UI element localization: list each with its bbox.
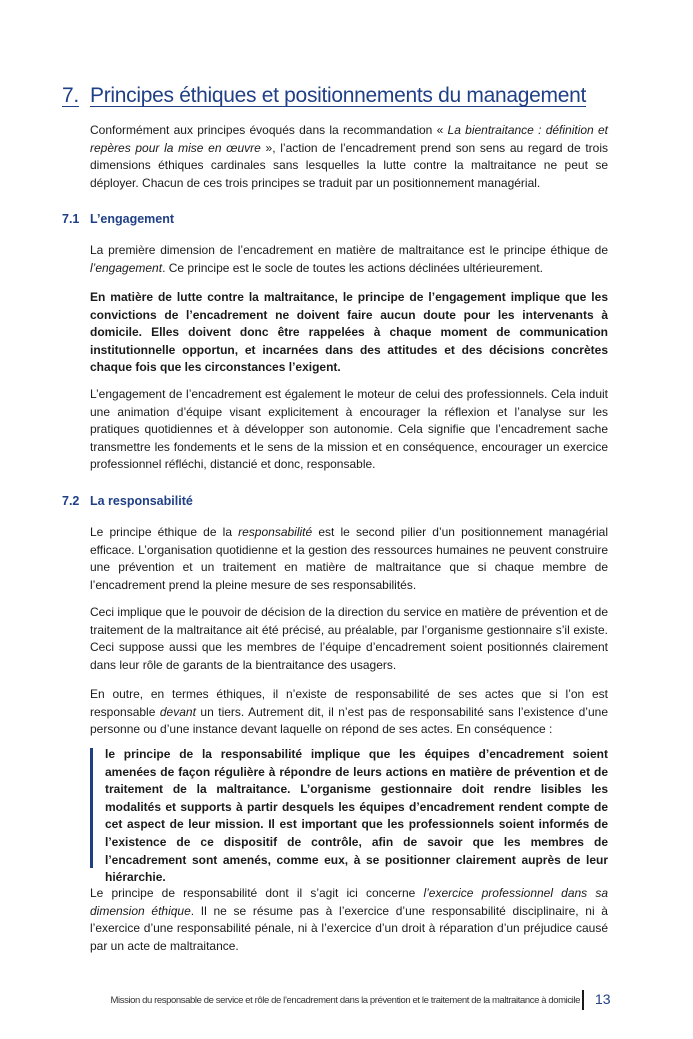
section-number: 7.2: [62, 494, 80, 508]
section-title: L’engagement: [90, 212, 175, 226]
intro-citation: La bientraitance : définition et repères pour la mise en œuvre: [90, 123, 608, 155]
text-span: Le principe éthique de la: [90, 525, 239, 539]
section-heading-7-1: [62, 212, 174, 226]
quote-text: le principe de la responsabilité implique que les équipes d’encadrement soient amenées de façon régulière à répondre de leurs actions en matière de prévention et de traitement de la maltraitance. L’organisme gestionnaire doit rendre lisibles les modalités et supports à partir desquels les équipes d’encadrement rendent compte de cet aspect de leur mission. Il est important que les professionnels soient informés de l’existence de ce dispositif de contrôle, afin de savoir que les membres de l’encadrement sont amenés, comme eux, à se positionner clairement auprès de leur hiérarchie.: [105, 747, 608, 885]
text-span: Le principe de responsabilité dont il s’agit ici concerne: [90, 886, 424, 900]
section-heading-7-2: [62, 494, 193, 508]
chapter-number: 7.: [62, 84, 79, 107]
responsabilite-paragraph-4: [90, 885, 608, 955]
engagement-paragraph-1: [90, 242, 608, 277]
italic-term: responsabilité: [238, 525, 313, 539]
chapter-title: Principes éthiques et positionnements du management: [90, 84, 587, 107]
chapter-heading: [62, 84, 662, 108]
section-title: La responsabilité: [90, 494, 193, 508]
text-span: un tiers. Autrement dit, il n’est pas de responsabilité sans l’existence d’une personne ou d’une instance devant laquelle on répond de ses actes. En conséquence :: [90, 704, 608, 737]
italic-term: devant: [159, 704, 196, 719]
text-span: La première dimension de l’encadrement en matière de maltraitance est le principe éthique de: [90, 243, 608, 257]
footer-divider: [582, 990, 584, 1010]
text-span: . Il ne se résume pas à l’exercice d’une responsabilité disciplinaire, ni à l’exercice d’une responsabilité pénale, ni à l’exercice d’un droit à réparation d’un préjudice causé par un acte de maltraitance.: [90, 903, 608, 953]
quote-bar: [90, 748, 93, 868]
engagement-key-statement: En matière de lutte contre la maltraitance, le principe de l’engagement implique que les convictions de l’encadrement ne doivent faire aucun doute pour les intervenants à domicile. Elles doivent donc être rappelées à chaque moment de communication institutionnelle opportun, et incarnées dans des attitudes et des décisions concrètes chaque fois que les circonstances l’exigent.: [90, 290, 608, 375]
engagement-paragraph-3: L’engagement de l’encadrement est également le moteur de celui des professionnels. Cela induit une animation d’équipe visant explicitement à encourager la réflexion et l’analyse sur les pratiques quotidiennes et à développer son autonomie. Cela signifie que l’encadrement sache transmettre les fondements et le sens de la mission et en conséquence, encourager un exercice professionnel réfléchi, distancié et donc, responsable.: [90, 387, 608, 472]
text-span: est le second pilier d’un positionnement managérial efficace. L’organisation quotidienne et la gestion des ressources humaines ne peuvent construire une prévention et un traitement en matière de maltraitance que si chaque membre de l’encadrement prend la pleine mesure de ses responsabilités.: [90, 525, 608, 592]
section-number: 7.1: [62, 212, 80, 226]
italic-term: l’exercice professionnel dans sa dimension éthique: [90, 886, 608, 918]
responsabilite-paragraph-1: [90, 524, 608, 594]
intro-text-end: », l’action de l’encadrement prend son sens au regard de trois dimensions éthiques cardinales sans lesquelles la lutte contre la maltraitance ne peut se déployer. Chacun de ces trois principes se traduit par un positionnement managérial.: [90, 140, 608, 190]
highlight-quote: [90, 746, 608, 887]
intro-paragraph: [90, 122, 608, 192]
running-footer: Mission du responsable de service et rôle de l’encadrement dans la prévention et le traitement de la maltraitance à domicile: [110, 995, 580, 1006]
italic-term: l’engagement: [90, 260, 163, 275]
responsabilite-paragraph-3: [90, 686, 608, 739]
text-span: En outre, en termes éthiques, il n’existe de responsabilité de ses actes que si l’on est responsable: [90, 687, 608, 719]
intro-text-start: Conformément aux principes évoqués dans la recommandation «: [90, 123, 448, 137]
responsabilite-paragraph-2: Ceci implique que le pouvoir de décision de la direction du service en matière de prévention et de traitement de la maltraitance ait été précisé, au préalable, par l’organisme gestionnaire s’il existe. Ceci suppose aussi que les membres de l’équipe d’encadrement soient positionnés clairement dans leur rôle de garants de la bientraitance des usagers.: [90, 605, 608, 672]
text-span: . Ce principe est le socle de toutes les actions déclinées ultérieurement.: [162, 260, 543, 275]
page-number: 13: [595, 991, 611, 1007]
